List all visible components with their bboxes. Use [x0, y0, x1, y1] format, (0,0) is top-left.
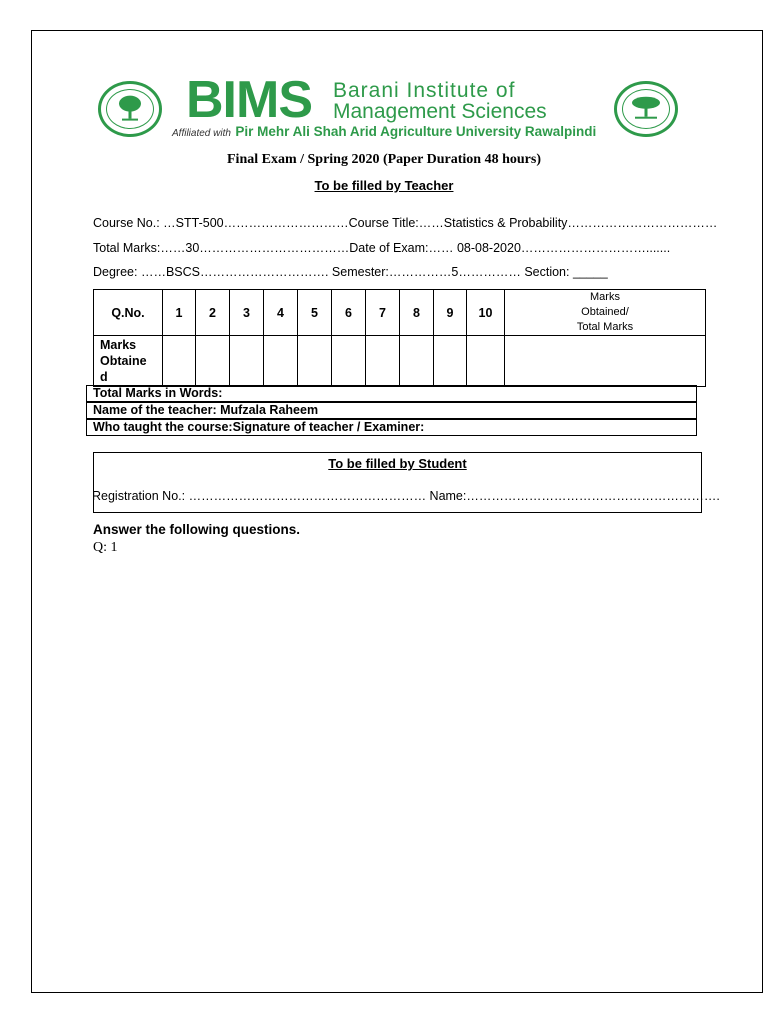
institute-name-line1: Barani Institute of: [333, 79, 516, 102]
question-1-label: Q: 1: [93, 540, 118, 555]
registration-name-line: Registration No.: ………………………………………………… Name:…………………………………………………….: [92, 489, 720, 503]
marks-table: [93, 289, 706, 387]
marks-header-line: Total Marks: [576, 321, 634, 333]
marks-obtained-label: [94, 336, 163, 387]
university-seal-icon: [614, 81, 678, 137]
university-name: Pir Mehr Ali Shah Arid Agriculture University Rawalpindi: [235, 124, 597, 139]
affiliation-prefix: Affiliated with: [172, 128, 231, 139]
marks-cell[interactable]: [400, 336, 434, 387]
row-label-line: Obtaine: [100, 354, 147, 368]
affiliation: [172, 124, 596, 140]
question-number-row: [94, 290, 706, 336]
marks-obtained-total-header: [505, 290, 706, 336]
question-number: 2: [196, 290, 230, 336]
exam-title: Final Exam / Spring 2020 (Paper Duration 48 hours): [227, 152, 541, 167]
student-section: [93, 452, 702, 513]
marks-cell[interactable]: [264, 336, 298, 387]
row-label-line: Marks: [100, 338, 137, 352]
total-marks-in-words: Total Marks in Words:: [86, 385, 697, 402]
course-info-line: Course No.: …STT-500…………………………Course Title:……Statistics & Probability………………………………: [93, 216, 718, 230]
total-marks-cell[interactable]: [505, 336, 706, 387]
marks-cell[interactable]: [366, 336, 400, 387]
instructions-heading: Answer the following questions.: [93, 522, 301, 537]
question-number: 9: [434, 290, 467, 336]
marks-cell[interactable]: [332, 336, 366, 387]
teacher-section-heading: To be filled by Teacher: [314, 178, 454, 193]
question-number: 6: [332, 290, 366, 336]
marks-cell[interactable]: [196, 336, 230, 387]
marks-obtained-row: [94, 336, 706, 387]
question-number: 5: [298, 290, 332, 336]
marks-date-line: Total Marks:……30………………………………Date of Exam:…… 08-08-2020………………………….......: [93, 241, 671, 255]
marks-header-line: Marks: [590, 291, 620, 303]
row-label-line: d: [100, 370, 108, 384]
question-number: 1: [163, 290, 196, 336]
teacher-name-row: Name of the teacher: Mufzala Raheem: [86, 402, 697, 419]
question-number: 4: [264, 290, 298, 336]
question-number: 7: [366, 290, 400, 336]
institute-name-line2: Management Sciences: [333, 100, 547, 123]
question-number: 8: [400, 290, 434, 336]
institute-abbreviation: BIMS: [186, 71, 312, 129]
marks-header-line: Obtained/: [581, 306, 629, 318]
student-section-heading: To be filled by Student: [328, 456, 467, 471]
marks-cell[interactable]: [467, 336, 505, 387]
question-number: 3: [230, 290, 264, 336]
degree-semester-line: Degree: ……BSCS…………………………. Semester:……………5…………… Section: _____: [93, 265, 608, 279]
marks-cell[interactable]: [163, 336, 196, 387]
question-number: 10: [467, 290, 505, 336]
teacher-signature-row: Who taught the course:Signature of teacher / Examiner:: [86, 419, 697, 436]
bims-seal-icon: [98, 81, 162, 137]
marks-cell[interactable]: [298, 336, 332, 387]
marks-cell[interactable]: [230, 336, 264, 387]
marks-cell[interactable]: [434, 336, 467, 387]
qno-header: Q.No.: [94, 290, 163, 336]
